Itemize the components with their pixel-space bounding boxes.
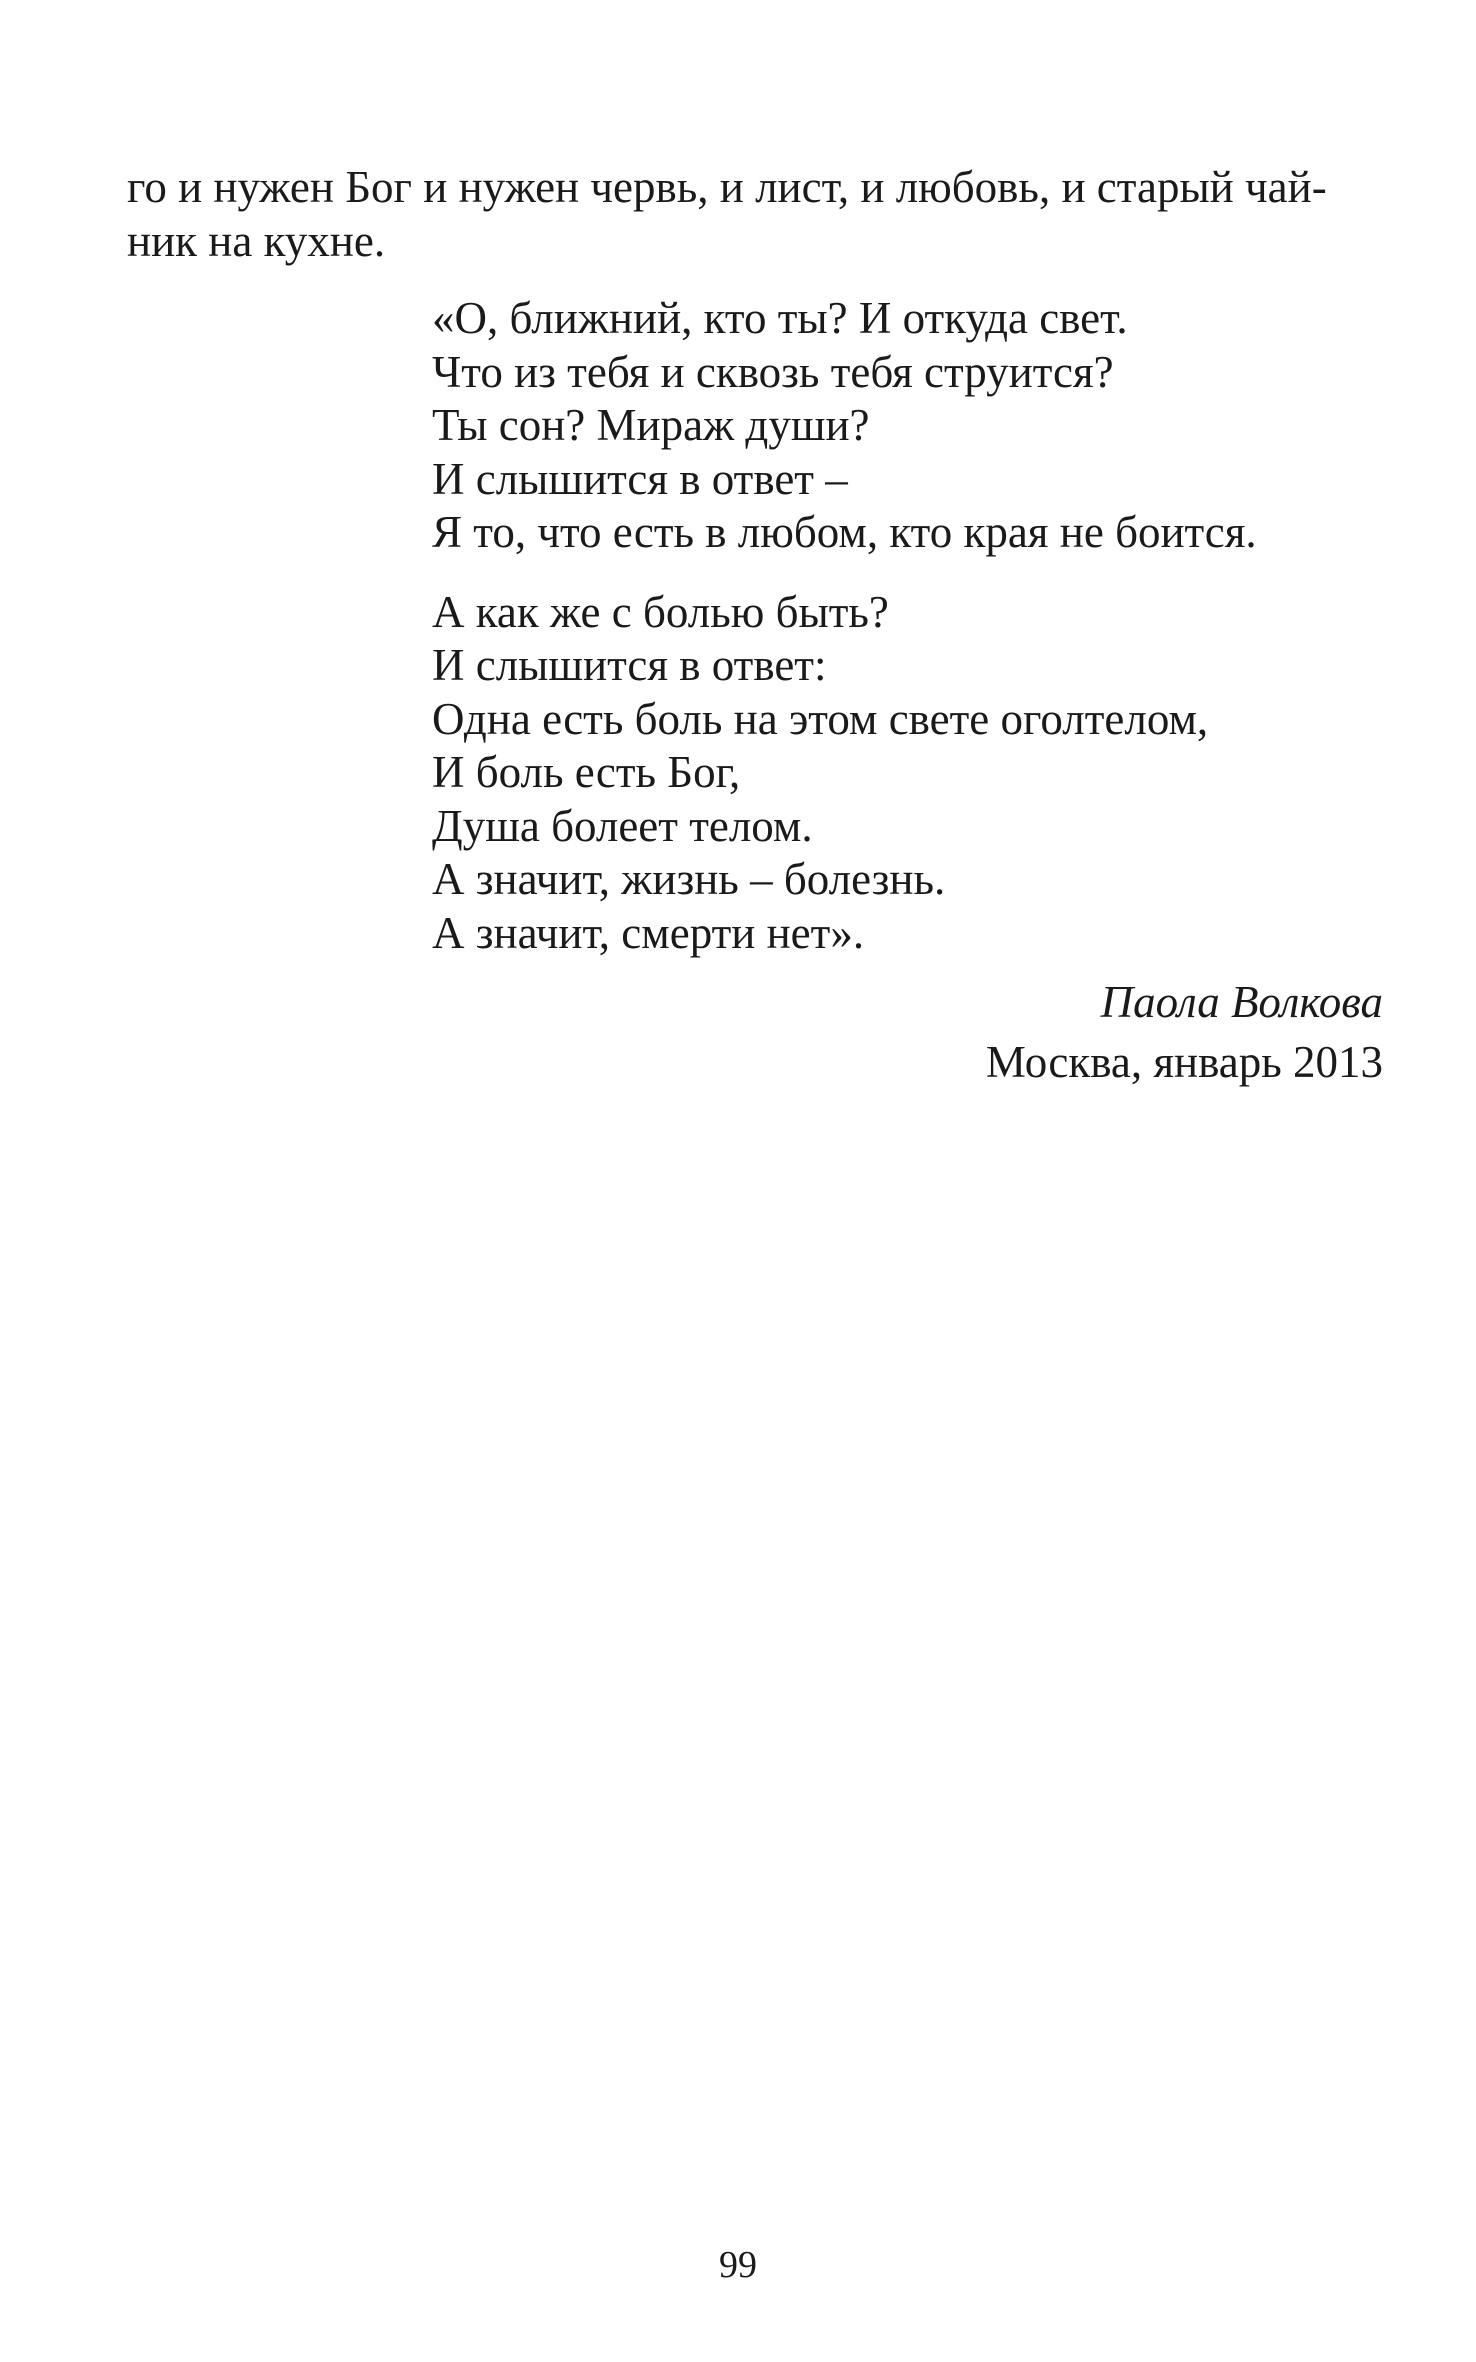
poem-stanza — [432, 586, 1257, 961]
poem-line: Что из тебя и сквозь тебя струится? — [432, 346, 1114, 397]
prose-line: ник на кухне. — [127, 216, 386, 266]
prose-paragraph — [127, 160, 1383, 268]
poem-line: А значит, жизнь – болезнь. — [432, 854, 946, 904]
author-name: Паола Волкова — [1100, 977, 1383, 1027]
poem-line: И слышится в ответ: — [432, 640, 827, 690]
poem-line: Ты сон? Мираж души? — [432, 400, 870, 450]
signature-block — [986, 972, 1383, 1092]
poem-stanza — [432, 292, 1257, 560]
poem-line: А как же с болью быть? — [432, 586, 889, 637]
page-number: 99 — [719, 2244, 757, 2286]
poem-line: А значит, смерти нет». — [432, 907, 865, 958]
poem-line: Я то, что есть в любом, кто края не боится. — [432, 507, 1257, 557]
poem-line: Одна есть боль на этом свете оголтелом, — [432, 693, 1209, 744]
poem-line: И слышится в ответ – — [432, 453, 848, 504]
poem — [432, 292, 1257, 986]
poem-line: «О, ближний, кто ты? И откуда свет. — [432, 293, 1128, 343]
place-date: Москва, январь 2013 — [985, 1037, 1383, 1087]
prose-line: го и нужен Бог и нужен червь, и лист, и любовь, и старый чай- — [127, 162, 1327, 212]
poem-line: Душа болеет телом. — [432, 800, 813, 851]
poem-line: И боль есть Бог, — [432, 747, 741, 797]
